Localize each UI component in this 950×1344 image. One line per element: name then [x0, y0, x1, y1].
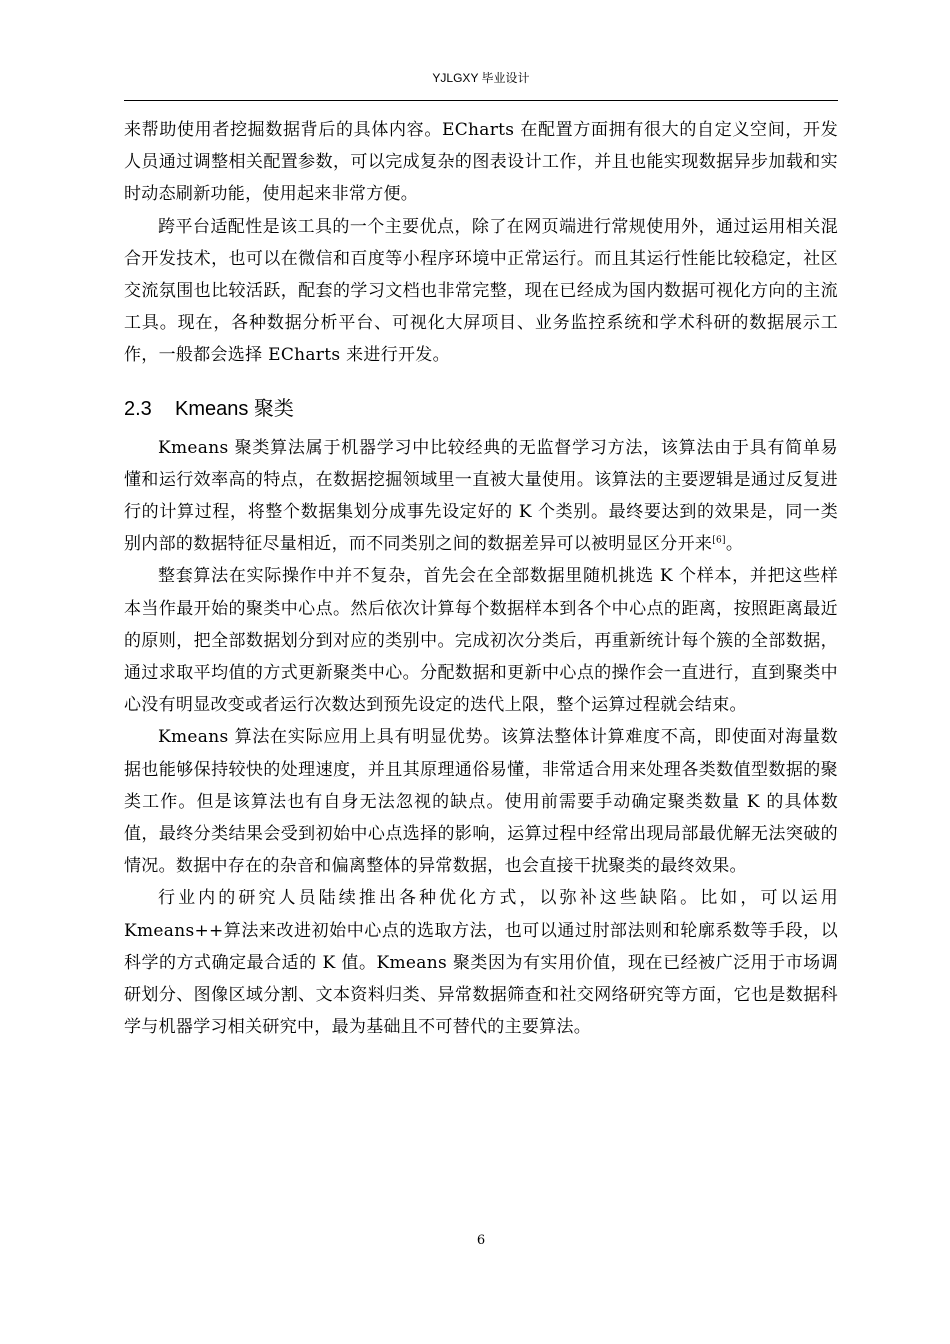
paragraph-kmeans-intro-text: Kmeans 聚类算法属于机器学习中比较经典的无监督学习方法，该算法由于具有简单易懂和运行效率高的特点，在数据挖掘领域里一直被大量使用。该算法的主要逻辑是通过反复进行的计算过程，将整个数据集划分成事先设定好的 K 个类别。最终要达到的效果是，同一类别内部的数据特征尽量相近，而不同类别之间的数据差异可以被明显区分开来: [124, 437, 838, 555]
paragraph-kmeans-intro: [124, 432, 838, 561]
section-title: Kmeans 聚类: [175, 397, 294, 420]
page-header: YJLGXY 毕业设计: [432, 71, 530, 85]
paragraph-echarts-platform: 跨平台适配性是该工具的一个主要优点，除了在网页端进行常规使用外，通过运用相关混合开发技术，也可以在微信和百度等小程序环境中正常运行。而且其运行性能比较稳定，社区交流氛围也比较活跃，配套的学习文档也非常完整，现在已经成为国内数据可视化方向的主流工具。现在，各种数据分析平台、可视化大屏项目、业务监控系统和学术科研的数据展示工作，一般都会选择 ECharts 来进行开发。: [124, 216, 838, 366]
paragraph-kmeans-intro-end: 。: [725, 534, 744, 555]
paragraph-kmeans-steps: 整套算法在实际操作中并不复杂，首先会在全部数据里随机挑选 K 个样本，并把这些样本当作最开始的聚类中心点。然后依次计算每个数据样本到各个中心点的距离，按照距离最近的原则，把全部数据划分到对应的类别中。完成初次分类后，再重新统计每个簇的全部数据，通过求取平均值的方式更新聚类中心。分配数据和更新中心点的操作会一直进行，直到聚类中心没有明显改变或者运行次数达到预先设定的迭代上限，整个运算过程就会结束。: [124, 566, 838, 716]
section-number: 2.3: [124, 397, 152, 420]
paragraph-kmeans-pros-cons: Kmeans 算法在实际应用上具有明显优势。该算法整体计算难度不高，即使面对海量数据也能够保持较快的处理速度，并且其原理通俗易懂，非常适合用来处理各类数值型数据的聚类工作。但是该算法也有自身无法忽视的缺点。使用前需要手动确定聚类数量 K 的具体数值，最终分类结果会受到初始中心点选择的影响，运算过程中经常出现局部最优解无法突破的情况。数据中存在的杂音和偏离整体的异常数据，也会直接干扰聚类的最终效果。: [124, 727, 838, 877]
page-number: 6: [476, 1233, 486, 1248]
paragraph-echarts-config: 来帮助使用者挖掘数据背后的具体内容。ECharts 在配置方面拥有很大的自定义空间，开发人员通过调整相关配置参数，可以完成复杂的图表设计工作，并且也能实现数据异步加载和实时动态刷新功能，使用起来非常方便。: [124, 120, 838, 205]
paragraph-kmeans-improvements: 行业内的研究人员陆续推出各种优化方式，以弥补这些缺陷。比如，可以运用 Kmeans++算法来改进初始中心点的选取方法，也可以通过肘部法则和轮廓系数等手段，以科学的方式确定最合适的 K 值。Kmeans 聚类因为有实用价值，现在已经被广泛用于市场调研划分、图像区域分割、文本资料归类、异常数据筛查和社交网络研究等方面，它也是数据科学与机器学习相关研究中，最为基础且不可替代的主要算法。: [124, 888, 838, 1038]
section-heading: [124, 394, 838, 424]
document-body: [124, 114, 838, 1043]
citation-reference: [6]: [712, 535, 726, 546]
header-divider: [124, 100, 838, 101]
